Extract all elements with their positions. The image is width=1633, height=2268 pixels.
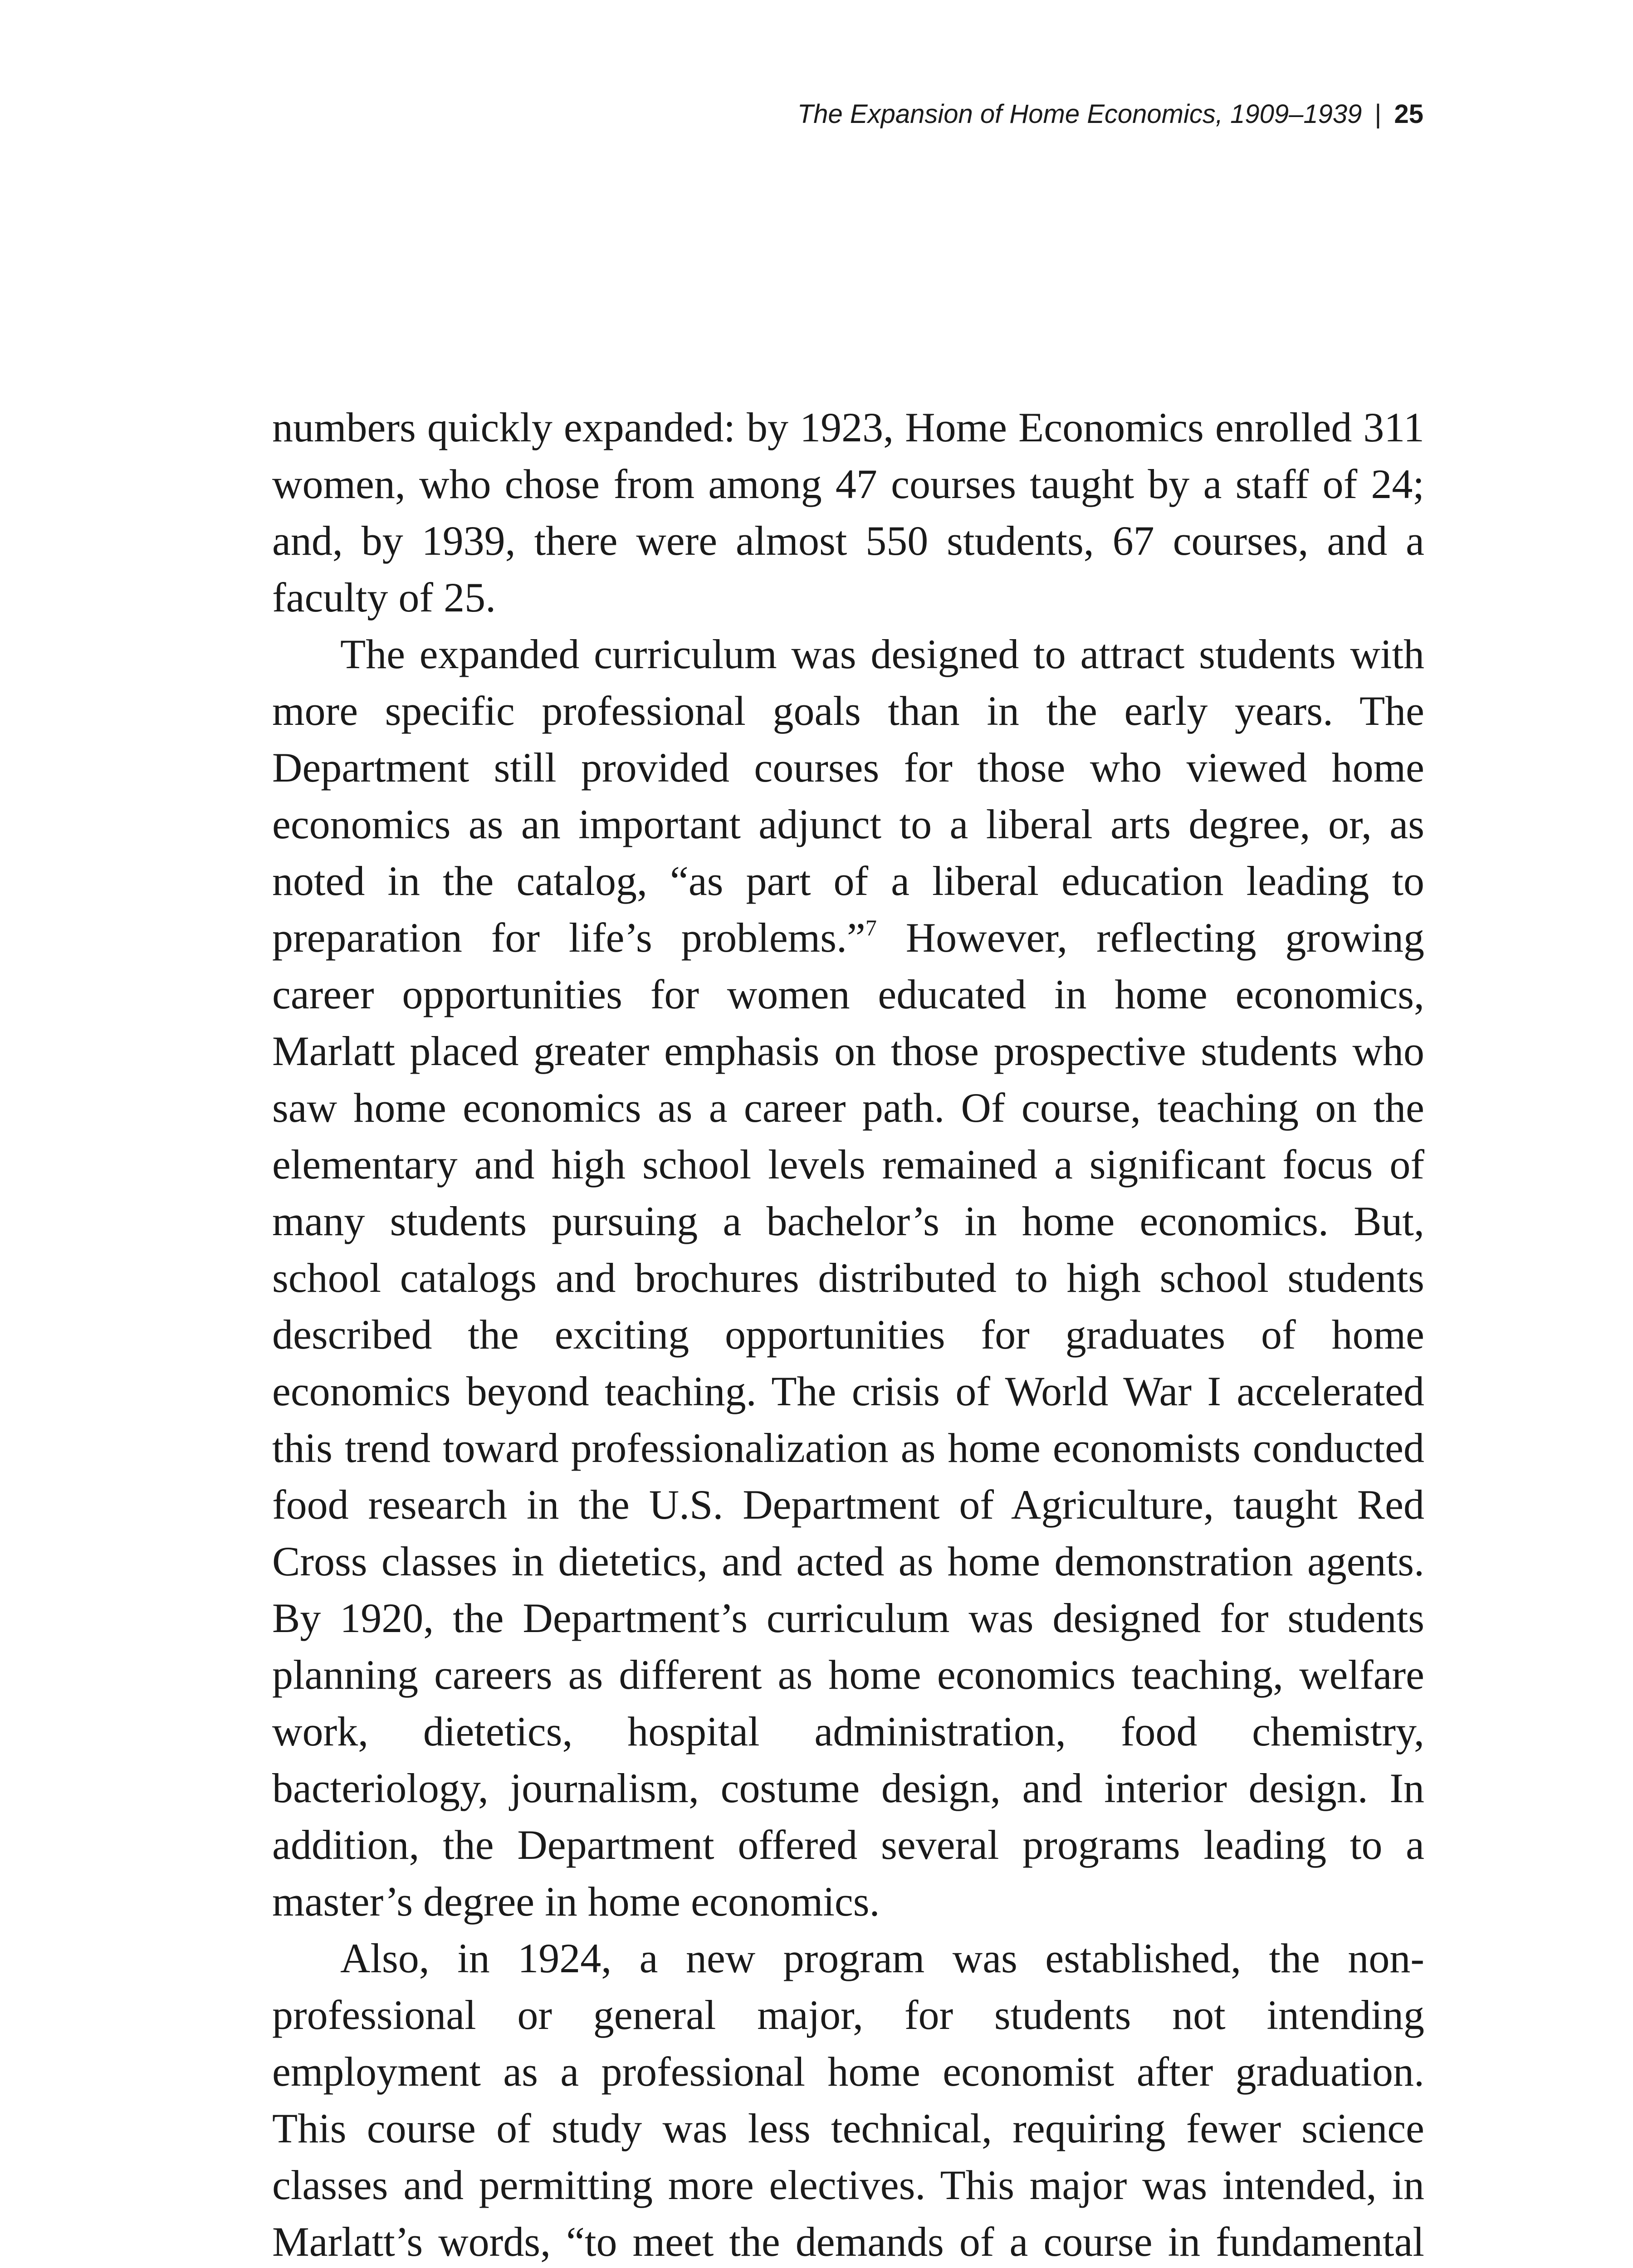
paragraph-2-text-a: The expanded curriculum was designed to attract students with more specific professional goals than in the early years. The Department still provided courses for those who viewed home economics as an important adjunct to a liberal arts degree, or, as noted in the catalog, “as part of a liberal education leading to preparation for life’s problems.” — [272, 631, 1424, 961]
paragraph-1: numbers quickly expanded: by 1923, Home Economics enrolled 311 women, who chose from among 47 courses taught by a staff of 24; and, by 1939, there were almost 550 students, 67 courses, and a faculty of 25. — [272, 404, 1424, 621]
page-number: 25 — [1394, 99, 1423, 129]
running-head — [797, 96, 1423, 132]
body-text — [272, 399, 1424, 2268]
paragraph-2-text-b: However, reflecting growing career opportunities for women educated in home economics, Marlatt placed greater emphasis on those prospective students who saw home economics as a career path. Of course, teaching on the elementary and high school levels remained a significant focus of many students pursuing a bachelor’s in home economics. But, school catalogs and brochures distributed to high school students described the exciting opportunities for graduates of home economics beyond teaching. The crisis of World War I accelerated this trend toward professionalization as home economists conducted food research in the U.S. Department of Agriculture, taught Red Cross classes in dietetics, and acted as home demonstration agents. By 1920, the Department’s curriculum was designed for students planning careers as different as home economics teaching, welfare work, dietetics, hospital administration, food chemistry, bacteriology, journalism, costume design, and interior design. In addition, the Department offered several programs leading to a master’s degree in home economics. — [272, 914, 1425, 1925]
paragraph-2 — [272, 626, 1424, 1930]
footnote-reference: 7 — [865, 915, 877, 941]
running-title: The Expansion of Home Economics, 1909–1939 — [797, 99, 1362, 129]
header-separator: | — [1374, 99, 1382, 129]
paragraph-3: Also, in 1924, a new program was established, the non-professional or general major, for students not intending employment as a professional home economist after graduation. This course of study was less technical, requiring fewer science classes and permitting more electives. This major was intended, in Marlatt’s words, “to meet the demands of a course in fundamental — [272, 1935, 1424, 2265]
